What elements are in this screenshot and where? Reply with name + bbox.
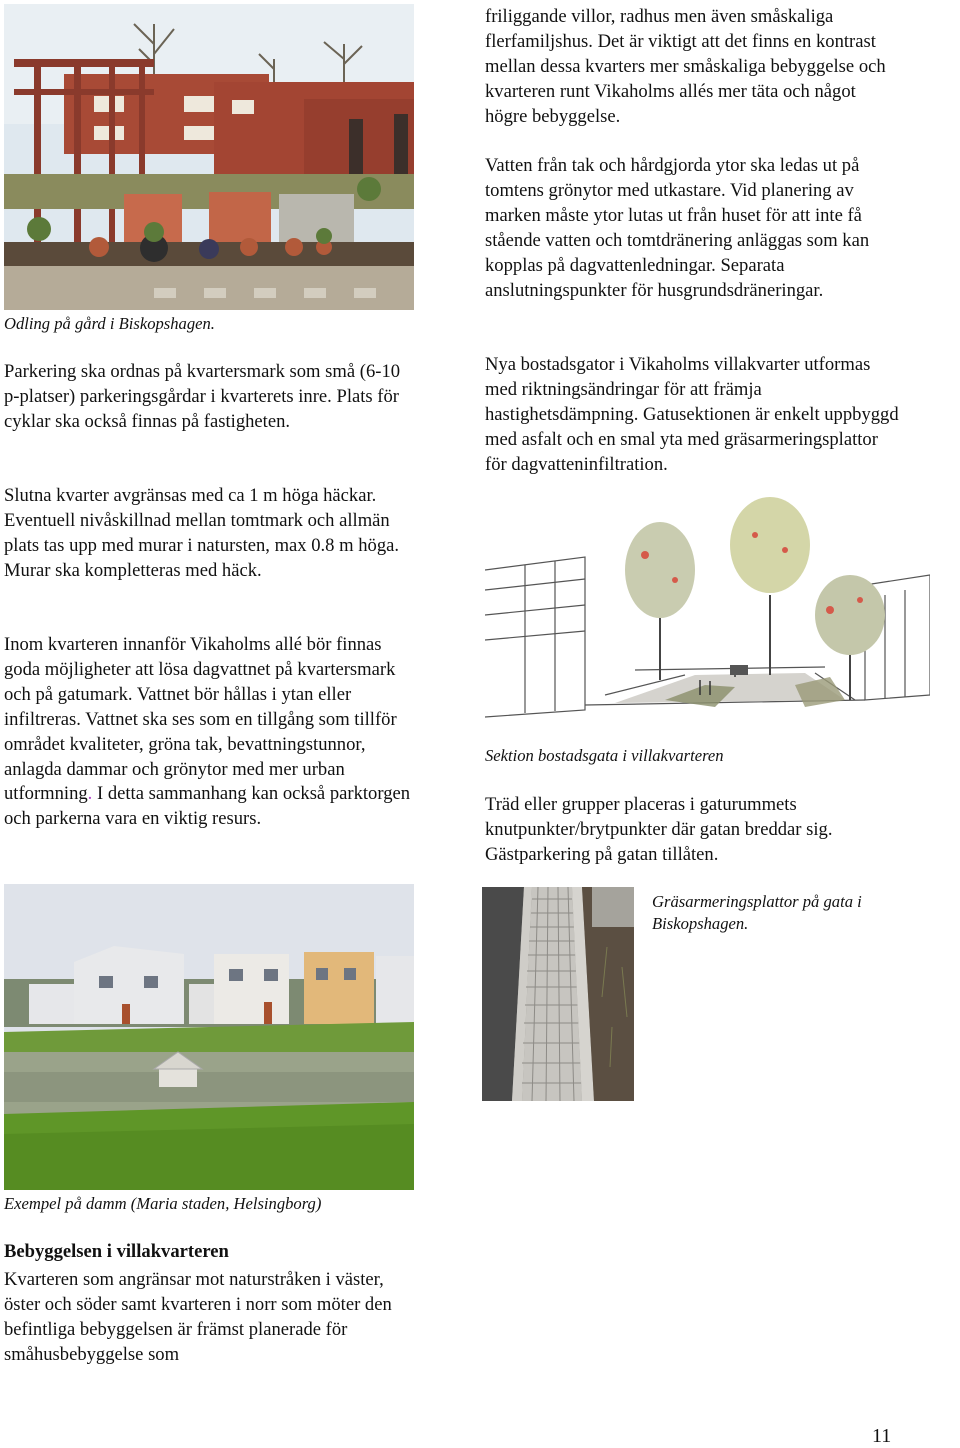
parking-paragraph: Parkering ska ordnas på kvartersmark som små (6-10 p-platser) parkeringsgårdar i kvarterets inre. Plats för cyklar ska också finnas på fastigheten. — [4, 361, 401, 432]
streets-paragraph: Nya bostadsgator i Vikaholms villakvarter utformas med riktningsändringar för att främja hastighetsdämpning. Gatusektionen är enkelt uppbyggd med asfalt och en smal yta med gräsarmeringsplattor för dagvatteninfiltration. — [485, 354, 899, 475]
section-sketch-caption: Sektion bostadsgata i villakvarteren — [485, 746, 724, 765]
pond-photo — [4, 884, 414, 1190]
villas-heading: Bebyggelsen i villakvarteren — [4, 1241, 229, 1262]
hedges-paragraph: Slutna kvarter avgränsas med ca 1 m höga häckar. Eventuell nivåskillnad mellan tomtmark och allmän plats tas upp med murar i natursten, max 0.8 m höga. Murar ska kompletteras med häck. — [4, 485, 400, 581]
pond-photo-caption: Exempel på damm (Maria staden, Helsingborg) — [4, 1194, 322, 1213]
stormwater-highlight-dot: . — [87, 783, 93, 805]
stormwater-paragraph — [4, 633, 418, 832]
stormwater-text-part-1: Inom kvarteren innanför Vikaholms allé bör finnas goda möjligheter att lösa dagvattnet på kvartersmark och på gatumark. Vattnet bör hållas i ytan eller infiltreras. Vattnet ska ses som en tillgång som tillför området kvaliteter, gröna tak, bevattningstunnor, anlagda dammar och grönytor med mer urban utformning — [4, 634, 397, 805]
grass-paving-caption: Gräsarmeringsplattor på gata i Biskopshagen. — [652, 892, 862, 933]
garden-photo-caption: Odling på gård i Biskopshagen. — [4, 314, 215, 333]
villas-paragraph: Kvarteren som angränsar mot naturstråken i väster, öster och söder samt kvarteren i norr som möter den befintliga bebyggelsen är främst planerade för småhusbebyggelse som — [4, 1269, 392, 1365]
garden-photo — [4, 4, 414, 310]
grass-paving-photo — [482, 887, 634, 1101]
street-section-sketch — [485, 495, 930, 730]
stormwater-text-part-2: I detta sammanhang kan också parktorgen och parkerna vara en viktig resurs. — [4, 783, 411, 830]
page-number: 11 — [872, 1425, 892, 1447]
roofwater-paragraph: Vatten från tak och hårdgjorda ytor ska ledas ut på tomtens grönytor med utkastare. Vid planering av marken måste ytor lutas ut från huset för att inte få stående vatten och tomtdränering anläggas som kan kopplas på dagvattenledningar. Separata anslutningspunkter för husgrundsdräneringar. — [485, 155, 870, 301]
continued-paragraph: friliggande villor, radhus men även småskaliga flerfamiljshus. Det är viktigt att det finns en kontrast mellan dessa kvarters mer småskaliga bebyggelse och kvarteren runt Vikaholms allés mer täta och något högre bebyggelse. — [485, 6, 886, 127]
trees-paragraph: Träd eller grupper placeras i gaturummets knutpunkter/brytpunkter där gatan breddar sig. Gästparkering på gatan tillåten. — [485, 794, 833, 865]
